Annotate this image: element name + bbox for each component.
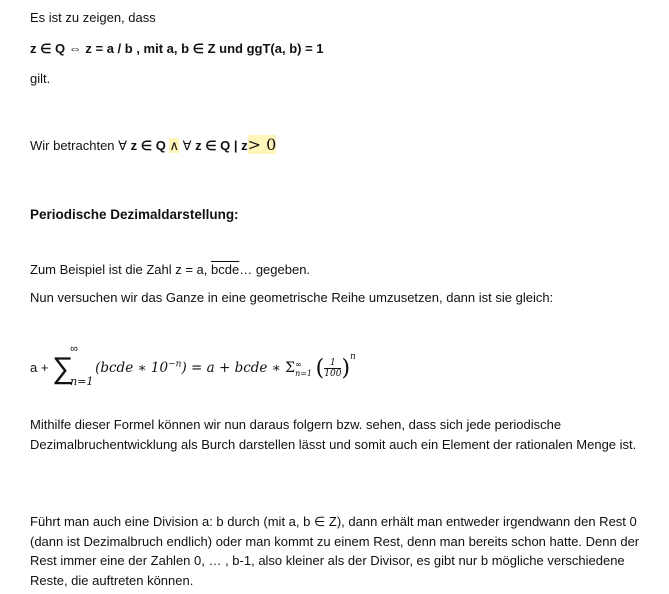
consider-part1: z ∈ Q <box>130 138 166 153</box>
example-line <box>30 262 310 277</box>
greater-zero: > 0 <box>247 135 277 154</box>
sum-lower: n=1 <box>70 374 94 388</box>
small-sum-upper: ∞ <box>295 359 302 369</box>
formula-lead: a + <box>30 360 49 375</box>
example-suffix: … gegeben. <box>239 262 311 277</box>
small-sum-lower: n=1 <box>295 368 313 378</box>
consider-prefix: Wir betrachten ∀ <box>30 138 131 153</box>
division-paragraph: Führt man auch eine Division a: b durch (mit a, b ∈ Z), dann erhält man entweder irgendwann den Rest 0 (dann ist Dezimalbruch endlich) oder man kommt zu einem Rest, denn man bereits schon hatte. Denn der Rest immer eine der Zahlen 0, … , b-1, also kleiner als der Divisor, es gibt nur b mögliche verschiedene Reste, die auftreten können. <box>30 514 640 588</box>
consider-part2: z ∈ Q | z <box>195 138 248 153</box>
geometric-intro: Nun versuchen wir das Ganze in eine geometrische Reihe umzusetzen, dann ist sie gleich: <box>30 290 554 305</box>
example-prefix: Zum Beispiel ist die Zahl z = a, <box>30 262 211 277</box>
intro-line: Es ist zu zeigen, dass <box>30 10 156 25</box>
sum-upper: ∞ <box>70 342 78 355</box>
fraction <box>324 358 341 379</box>
fraction-numerator: 1 <box>324 358 341 369</box>
consider-line <box>30 135 276 154</box>
sum-symbol: ∑ ∞ n=1 <box>52 342 94 388</box>
term-exponent: −n <box>168 359 182 370</box>
period-digits: bcde <box>211 262 240 277</box>
geometric-series-formula: a + ∑ ∞ n=1 (bcde ∗ $10^{-n}) = a$ + bcde ∗ Σ ∞ n=1 ( $\frac{1}{100}$ )$^n$ <box>30 342 356 388</box>
power-exponent: n <box>350 352 356 362</box>
term-close: ) = a + bcde ∗ <box>181 360 286 376</box>
section-title: Periodische Dezimaldarstellung: <box>30 207 239 222</box>
wedge-symbol: ∧ <box>169 138 179 153</box>
small-sum-symbol: Σ <box>285 360 296 376</box>
fraction-denominator: 100 <box>324 369 342 380</box>
consider-forall: ∀ <box>178 138 196 153</box>
conclusion-paragraph: Mithilfe dieser Formel können wir nun daraus folgern bzw. sehen, dass sich jede periodische Dezimalbruchentwicklung als Burch darstellen lässt und somit auch ein Element der rationalen Menge ist. <box>30 417 637 452</box>
gilt-line: gilt. <box>30 71 51 86</box>
equivalence-statement: z ∈ Q ⇔ z = a / b , mit a, b ∈ Z und ggT(a, b) = 1 <box>30 41 324 56</box>
sum-term: (bcde ∗ 10 <box>95 360 169 376</box>
